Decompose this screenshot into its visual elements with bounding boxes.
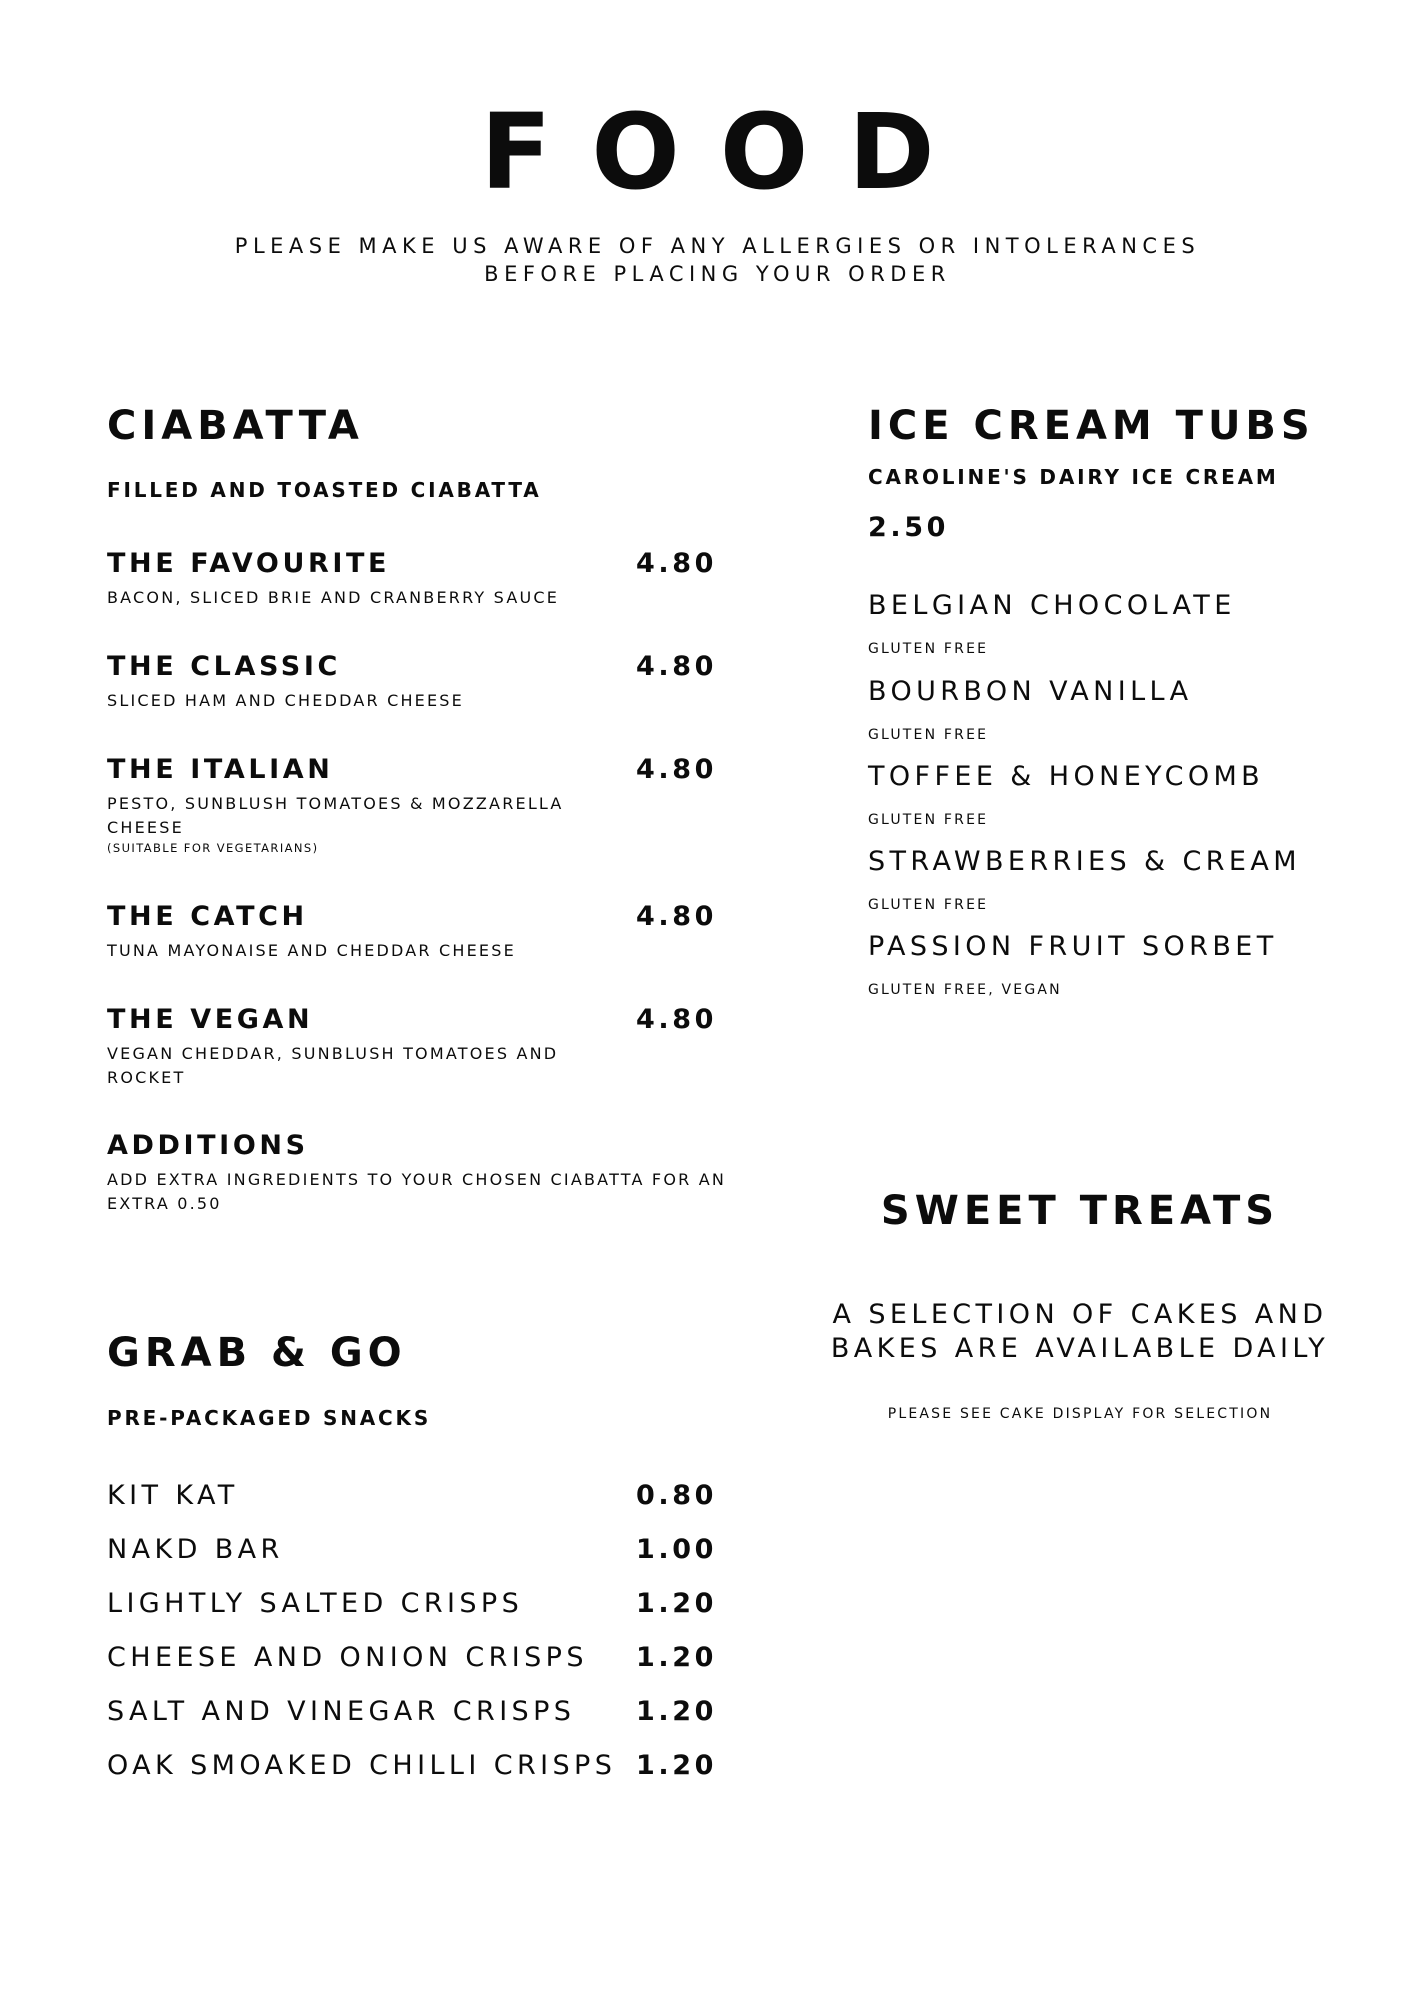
snack-name: NAKD BAR xyxy=(107,1534,284,1565)
ice-cream-heading: ICE CREAM TUBS xyxy=(868,403,1315,449)
snack-row xyxy=(107,1586,717,1622)
ice-cream-subheading: CAROLINE'S DAIRY ICE CREAM xyxy=(868,465,1279,489)
item-price: 4.80 xyxy=(635,754,717,785)
flavor-name: TOFFEE & HONEYCOMB xyxy=(868,761,1265,792)
item-name: THE ITALIAN xyxy=(107,754,334,785)
sweet-treats-heading: SWEET TREATS xyxy=(880,1188,1280,1234)
sweet-treats-note: PLEASE SEE CAKE DISPLAY FOR SELECTION xyxy=(887,1406,1273,1422)
allergy-notice: PLEASE MAKE US AWARE OF ANY ALLERGIES OR INTOLERANCES BEFORE PLACING YOUR ORDER xyxy=(234,234,1201,286)
item-price: 4.80 xyxy=(635,901,717,932)
ciabatta-heading: CIABATTA xyxy=(107,403,364,449)
flavor-name: BELGIAN CHOCOLATE xyxy=(868,590,1236,621)
grab-and-go-heading: GRAB & GO xyxy=(107,1330,407,1376)
item-name: THE CLASSIC xyxy=(107,651,341,682)
snack-price: 1.20 xyxy=(635,1750,717,1781)
snack-row xyxy=(107,1748,717,1784)
item-description: PESTO, SUNBLUSH TOMATOES & MOZZARELLA CHEESE xyxy=(107,794,564,837)
snack-name: CHEESE AND ONION CRISPS xyxy=(107,1642,588,1673)
additions-title: ADDITIONS xyxy=(107,1130,309,1161)
additions-description: ADD EXTRA INGREDIENTS TO YOUR CHOSEN CIABATTA FOR AN EXTRA 0.50 xyxy=(107,1170,727,1213)
ice-cream-price: 2.50 xyxy=(868,512,950,543)
flavor-note: GLUTEN FREE xyxy=(868,727,989,743)
snack-row xyxy=(107,1532,717,1568)
grab-and-go-subheading: PRE-PACKAGED SNACKS xyxy=(107,1406,432,1430)
item-price: 4.80 xyxy=(635,1004,717,1035)
snack-price: 1.20 xyxy=(635,1588,717,1619)
snack-row xyxy=(107,1640,717,1676)
snack-price: 1.00 xyxy=(635,1534,717,1565)
menu-item xyxy=(107,548,717,610)
item-name: THE VEGAN xyxy=(107,1004,314,1035)
snack-price: 1.20 xyxy=(635,1696,717,1727)
flavor-note: GLUTEN FREE xyxy=(868,641,989,657)
flavor-name: BOURBON VANILLA xyxy=(868,676,1193,707)
item-description: SLICED HAM AND CHEDDAR CHEESE xyxy=(107,691,464,710)
vegetarian-note: (SUITABLE FOR VEGETARIANS) xyxy=(107,841,319,855)
menu-item xyxy=(107,651,717,713)
item-description: BACON, SLICED BRIE AND CRANBERRY SAUCE xyxy=(107,588,560,607)
snack-name: KIT KAT xyxy=(107,1480,239,1511)
item-name: THE FAVOURITE xyxy=(107,548,391,579)
menu-item xyxy=(107,901,717,963)
flavor-note: GLUTEN FREE xyxy=(868,897,989,913)
sweet-treats-description: A SELECTION OF CAKES AND BAKES ARE AVAILABLE DAILY xyxy=(830,1299,1330,1364)
item-description: TUNA MAYONAISE AND CHEDDAR CHEESE xyxy=(107,941,516,960)
flavor-name: PASSION FRUIT SORBET xyxy=(868,931,1278,962)
menu-item xyxy=(107,754,717,856)
item-price: 4.80 xyxy=(635,548,717,579)
item-name: THE CATCH xyxy=(107,901,308,932)
snack-row xyxy=(107,1694,717,1730)
snack-price: 1.20 xyxy=(635,1642,717,1673)
menu-item xyxy=(107,1004,717,1090)
snack-name: OAK SMOAKED CHILLI CRISPS xyxy=(107,1750,617,1781)
flavor-note: GLUTEN FREE xyxy=(868,812,989,828)
snack-row xyxy=(107,1478,717,1514)
flavor-note: GLUTEN FREE, VEGAN xyxy=(868,982,1062,998)
page-title: FOOD xyxy=(480,91,975,213)
flavor-name: STRAWBERRIES & CREAM xyxy=(868,846,1301,877)
additions xyxy=(107,1130,727,1216)
snack-price: 0.80 xyxy=(635,1480,717,1511)
snack-name: LIGHTLY SALTED CRISPS xyxy=(107,1588,524,1619)
ciabatta-subheading: FILLED AND TOASTED CIABATTA xyxy=(107,478,542,502)
item-description: VEGAN CHEDDAR, SUNBLUSH TOMATOES AND ROCKET xyxy=(107,1044,559,1087)
item-price: 4.80 xyxy=(635,651,717,682)
snack-name: SALT AND VINEGAR CRISPS xyxy=(107,1696,576,1727)
